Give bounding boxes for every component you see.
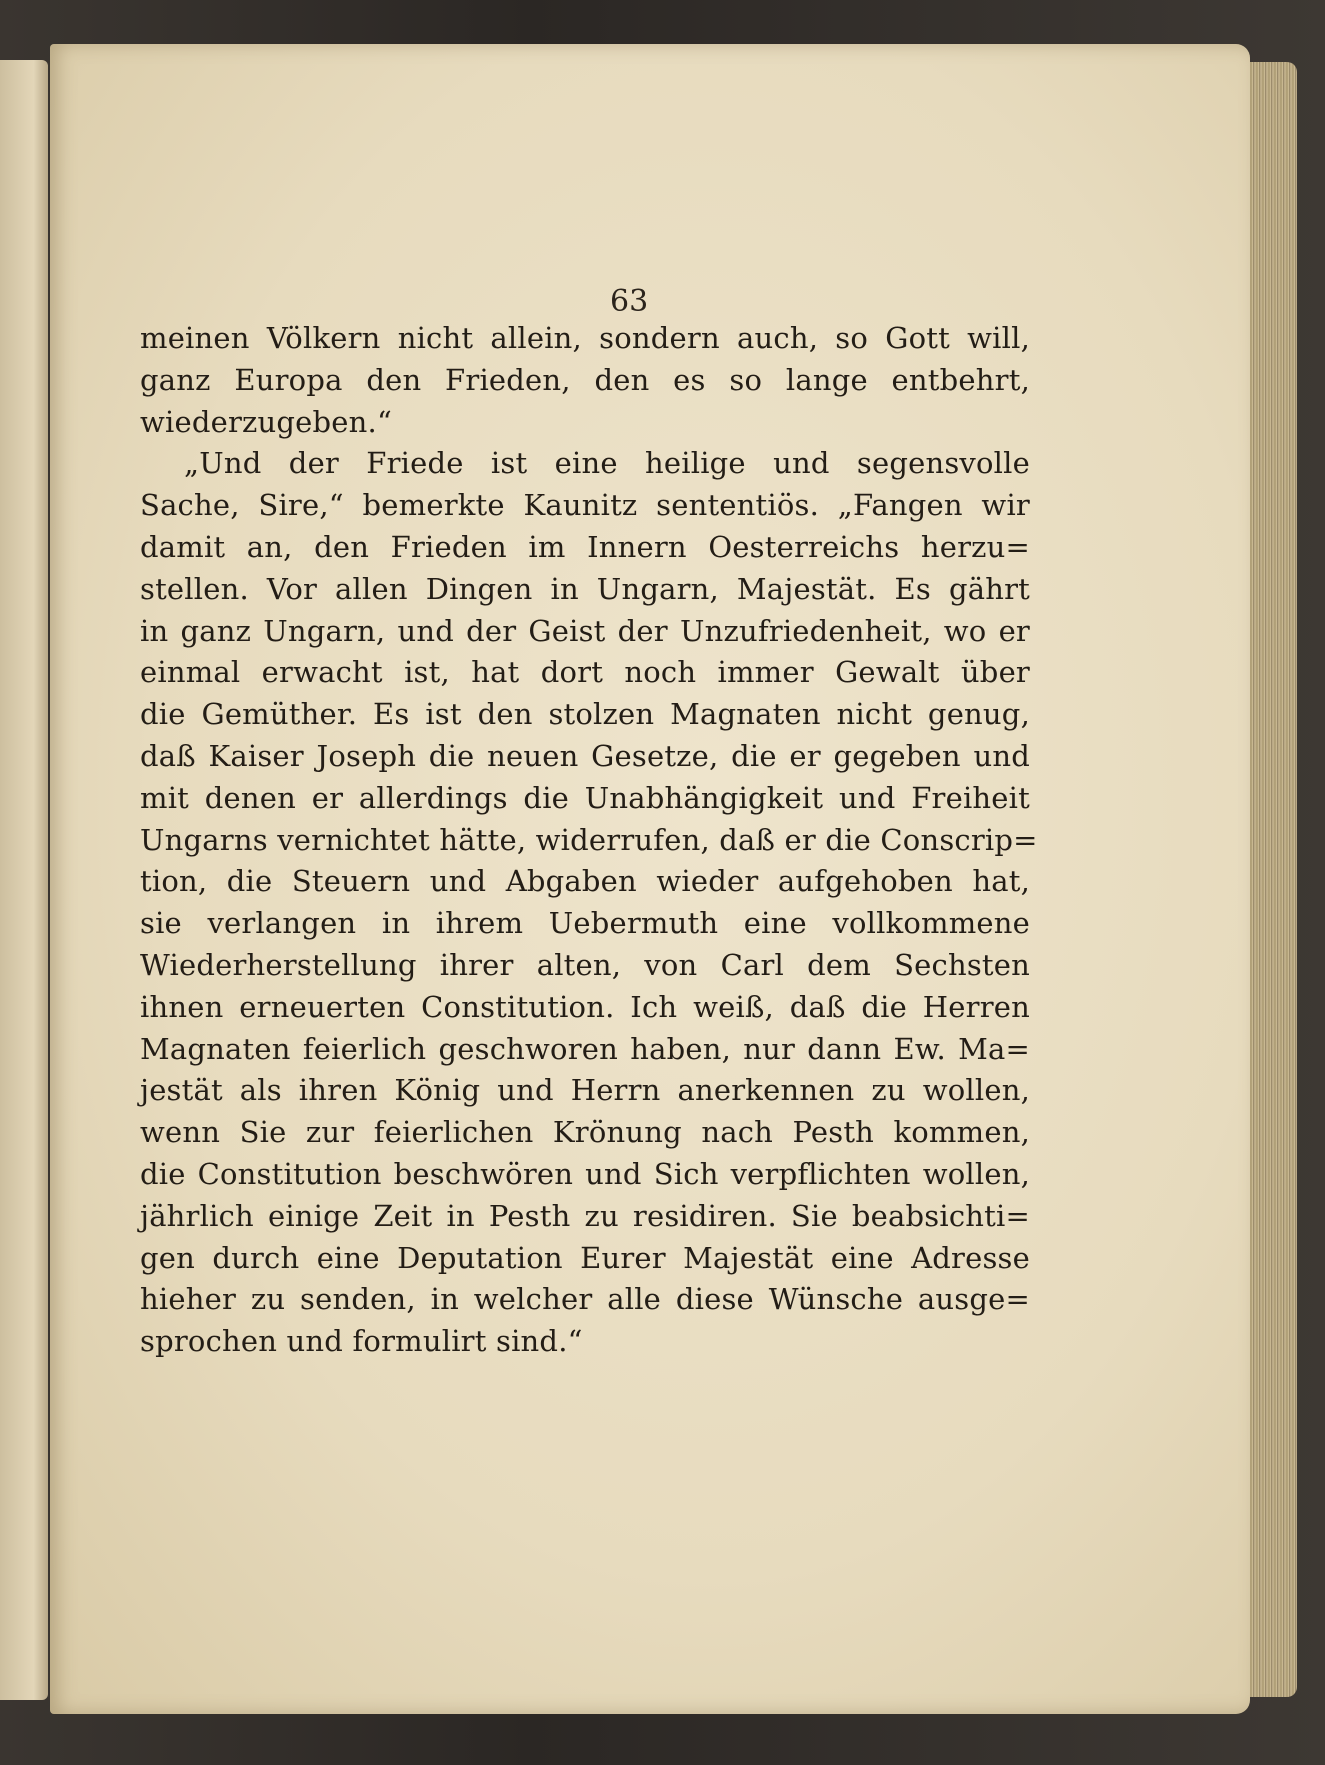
text-line: gen durch eine Deputation Eurer Majestät eine Adresse (140, 1240, 1030, 1275)
text-line: Wiederherstellung ihrer alten, von Carl dem Sechsten (140, 947, 1030, 982)
text-line: jährlich einige Zeit in Pesth zu residiren. Sie beabsichti= (140, 1198, 1030, 1233)
text-line: wenn Sie zur feierlichen Krönung nach Pesth kommen, (140, 1115, 1030, 1150)
text-line: jestät als ihren König und Herrn anerkennen zu wollen, (140, 1073, 1030, 1108)
text-line: daß Kaiser Joseph die neuen Gesetze, die er gegeben und (140, 738, 1030, 773)
text-line: hieher zu senden, in welcher alle diese Wünsche ausge= (140, 1282, 1030, 1317)
text-line: tion, die Steuern und Abgaben wieder aufgehoben hat, (140, 864, 1030, 899)
previous-page-edge (0, 60, 48, 1700)
text-line: stellen. Vor allen Dingen in Ungarn, Majestät. Es gährt (140, 571, 1030, 606)
text-line: ganz Europa den Frieden, den es so lange entbehrt, (140, 362, 1030, 397)
text-line: „Und der Friede ist eine heilige und segensvolle (184, 446, 1030, 481)
text-line: sie verlangen in ihrem Uebermuth eine vollkommene (140, 906, 1030, 941)
text-line: ihnen erneuerten Constitution. Ich weiß, daß die Herren (140, 989, 1030, 1024)
text-line: sprochen und formulirt sind.“ (140, 1324, 583, 1359)
body-text (140, 318, 1038, 1363)
page-number: 63 (610, 284, 649, 319)
text-line: Ungarns vernichtet hätte, widerrufen, daß er die Conscrip= (140, 822, 1038, 857)
text-line: meinen Völkern nicht allein, sondern auch, so Gott will, (140, 321, 1030, 355)
text-line: die Gemüther. Es ist den stolzen Magnaten nicht genug, (140, 697, 1030, 732)
text-line: einmal erwacht ist, hat dort noch immer Gewalt über (140, 655, 1030, 690)
text-line: Sache, Sire,“ bemerkte Kaunitz sententiös. „Fangen wir (140, 488, 1030, 523)
text-line: Magnaten feierlich geschworen haben, nur dann Ew. Ma= (140, 1031, 1030, 1066)
text-line: die Constitution beschwören und Sich verpflichten wollen, (140, 1156, 1030, 1191)
text-line: damit an, den Frieden im Innern Oesterreichs herzu= (140, 529, 1030, 564)
text-line: in ganz Ungarn, und der Geist der Unzufriedenheit, wo er (140, 613, 1030, 648)
text-line: wiederzugeben.“ (140, 404, 392, 439)
text-line: mit denen er allerdings die Unabhängigkeit und Freiheit (140, 780, 1030, 815)
